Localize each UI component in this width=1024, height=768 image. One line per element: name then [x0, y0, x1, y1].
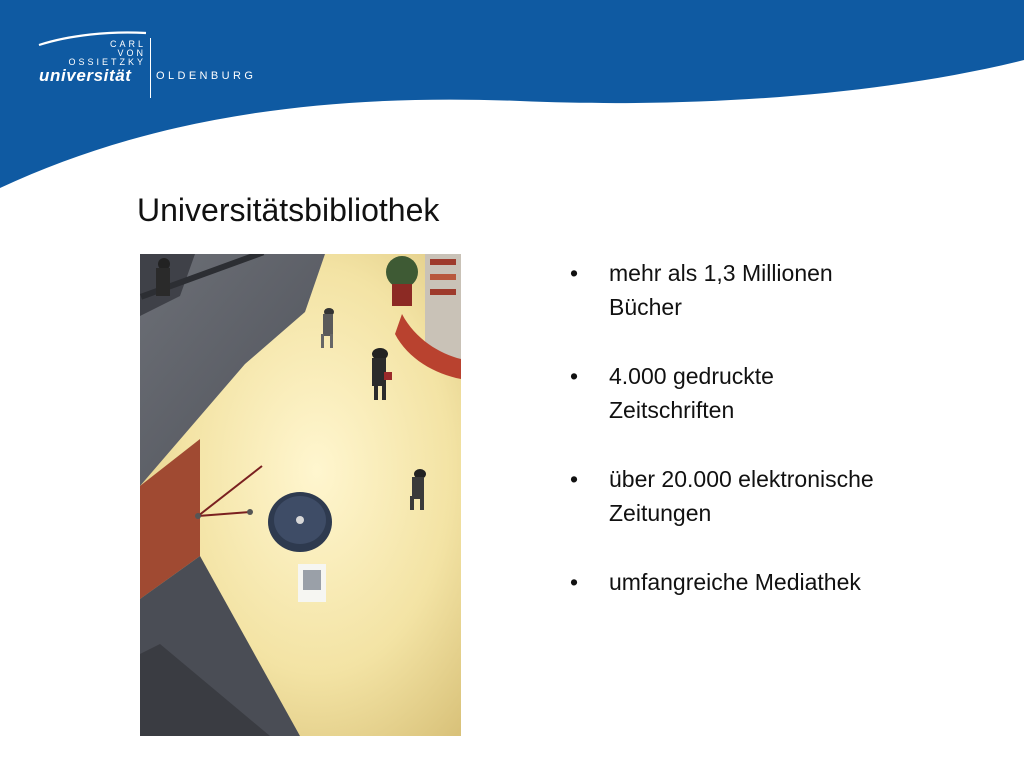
slide-title: Universitätsbibliothek — [137, 192, 440, 228]
bullet-text-line1: über 20.000 elektronische — [609, 466, 874, 492]
bullet-text-line1: mehr als 1,3 Millionen — [609, 260, 833, 286]
bullet-dot-icon: • — [570, 260, 579, 286]
bullet-item-newspapers — [568, 462, 988, 530]
university-logo[interactable] — [0, 0, 300, 110]
bullet-item-books — [568, 256, 988, 324]
logo-carl: CARL — [109, 39, 146, 49]
bullet-dot-icon: • — [570, 363, 579, 389]
bullet-text-line2: Zeitschriften — [609, 397, 735, 423]
bullet-item-journals — [568, 359, 988, 427]
bullet-dot-icon: • — [570, 569, 579, 595]
bullet-list — [568, 256, 988, 634]
bullet-text-line2: Bücher — [609, 294, 682, 320]
logo-ossietzky: OSSIETZKY — [68, 57, 146, 67]
bullet-text-line1: umfangreiche Mediathek — [609, 569, 861, 595]
bullet-text-line2: Zeitungen — [609, 500, 712, 526]
bullet-dot-icon: • — [570, 466, 579, 492]
bullet-item-media — [568, 565, 988, 599]
bullet-text-line1: 4.000 gedruckte — [609, 363, 774, 389]
library-photo — [140, 254, 461, 736]
logo-city: OLDENBURG — [156, 70, 257, 82]
logo-von: VON — [117, 48, 146, 58]
logo-universitaet: universität — [39, 66, 132, 85]
logo-divider — [150, 38, 151, 98]
